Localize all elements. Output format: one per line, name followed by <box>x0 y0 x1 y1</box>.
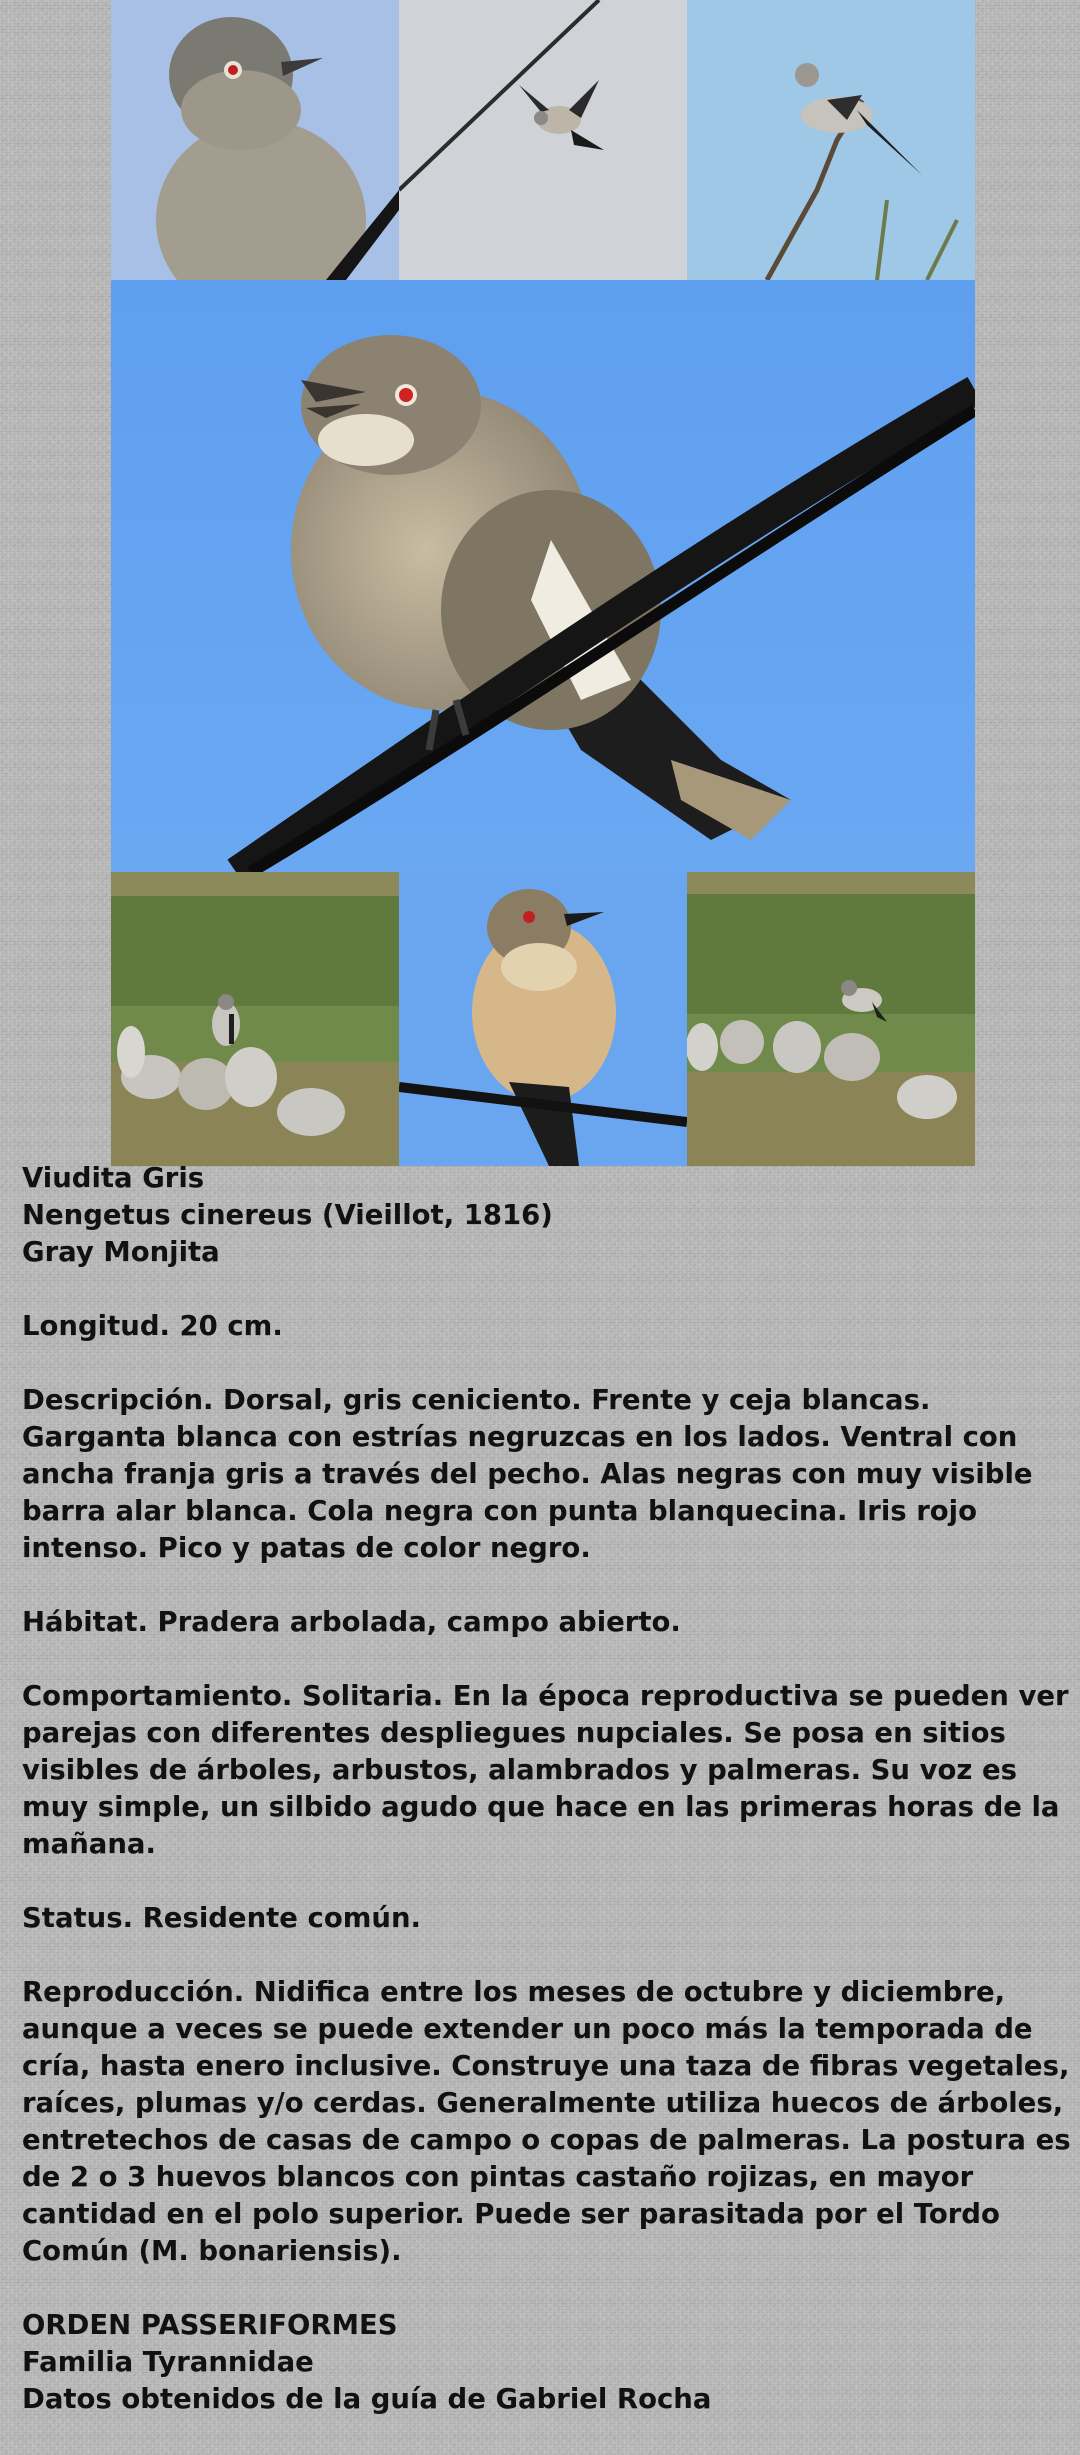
photo-bird-on-rocks-right <box>687 872 975 1166</box>
scientific-name: Nengetus cinereus (Vieillot, 1816) <box>22 1199 553 1231</box>
length-section: Longitud. 20 cm. <box>22 1310 283 1342</box>
photo-bird-on-branch <box>687 0 975 280</box>
species-header <box>22 1160 1072 1271</box>
taxonomy-footer <box>22 2307 1072 2418</box>
species-info <box>22 1160 1072 2455</box>
photo-bird-flying <box>399 0 687 280</box>
habitat-section: Hábitat. Pradera arbolada, campo abierto. <box>22 1606 681 1638</box>
photo-main-bird-on-cable <box>111 280 975 872</box>
reproduction-section: Reproducción. Nidifica entre los meses de octubre y diciembre, aunque a veces se puede extender un poco más la temporada de cría, hasta enero inclusive. Construye una taza de fibras vegetales, raíces, plumas y/o cerdas. Generalmente utiliza huecos de árboles, entretechos de casas de campo o copas de palmeras. La postura es de 2 o 3 huevos blancos con pintas castaño rojizas, en mayor cantidad en el polo superior. Puede ser parasitada por el Tordo Común (M. bonariensis). <box>22 1976 1071 2267</box>
photo-collage <box>111 0 975 1166</box>
english-name: Gray Monjita <box>22 1236 220 1268</box>
order-label: ORDEN PASSERIFORMES <box>22 2309 398 2341</box>
description-section: Descripción. Dorsal, gris ceniciento. Frente y ceja blancas. Garganta blanca con estrías negruzcas en los lados. Ventral con ancha franja gris a través del pecho. Alas negras con muy visible barra alar blanca. Cola negra con punta blanquecina. Iris rojo intenso. Pico y patas de color negro. <box>22 1384 1033 1564</box>
behavior-section: Comportamiento. Solitaria. En la época reproductiva se pueden ver parejas con diferentes despliegues nupciales. Se posa en sitios visibles de árboles, arbustos, alambrados y palmeras. Su voz es muy simple, un silbido agudo que hace en las primeras horas de la mañana. <box>22 1680 1069 1860</box>
common-name: Viudita Gris <box>22 1162 205 1194</box>
photo-bird-on-rocks-left <box>111 872 399 1166</box>
source-credit: Datos obtenidos de la guía de Gabriel Rocha <box>22 2383 712 2415</box>
family-label: Familia Tyrannidae <box>22 2346 314 2378</box>
status-section: Status. Residente común. <box>22 1902 421 1934</box>
photo-bird-front-on-cable <box>399 872 687 1166</box>
photo-head-closeup <box>111 0 399 280</box>
